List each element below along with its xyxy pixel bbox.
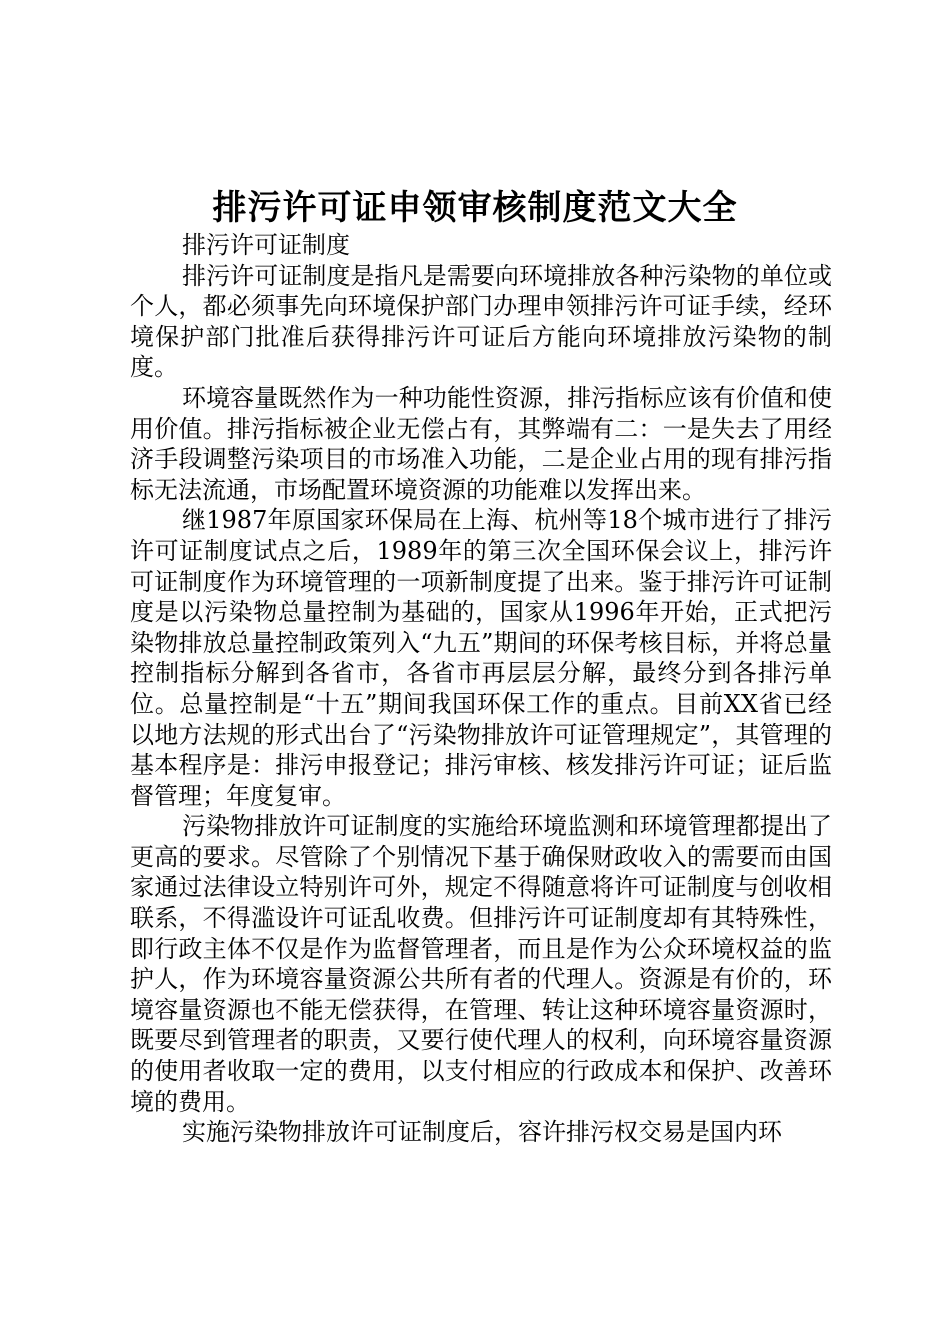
- paragraph: 实施污染物排放许可证制度后，容许排污权交易是国内环: [182, 1118, 782, 1147]
- paragraph: 继1987年原国家环保局在上海、杭州等18个城市进行了排污许可证制度试点之后，1989年的第三次全国环保会议上，排污许可证制度作为环境管理的一项新制度提了出来。鉴于排污许可证制度是以污染物总量控制为基础的，国家从1996年开始，正式把污染物排放总量控制政策列入“九五”期间的环保考核目标，并将总量控制指标分解到各省市，各省市再层层分解，最终分到各排污单位。总量控制是“十五”期间我国环保工作的重点。目前XX省已经以地方法规的形式出台了“污染物排放许可证管理规定”，其管理的基本程序是：排污申报登记；排污审核、核发排污许可证；证后监督管理；年度复审。: [130, 506, 832, 810]
- document-body: [130, 230, 832, 1148]
- document-title: 排污许可证申领审核制度范文大全: [212, 188, 738, 228]
- paragraph: 排污许可证制度是指凡是需要向环境排放各种污染物的单位或个人，都必须事先向环境保护部门办理申领排污许可证手续，经环境保护部门批准后获得排污许可证后方能向环境排放污染物的制度。: [130, 261, 832, 382]
- paragraph: 污染物排放许可证制度的实施给环境监测和环境管理都提出了更高的要求。尽管除了个别情况下基于确保财政收入的需要而由国家通过法律设立特别许可外，规定不得随意将许可证制度与创收相联系，不得滥设许可证乱收费。但排污许可证制度却有其特殊性，即行政主体不仅是作为监督管理者，而且是作为公众环境权益的监护人，作为环境容量资源公共所有者的代理人。资源是有价的，环境容量资源也不能无偿获得，在管理、转让这种环境容量资源时，既要尽到管理者的职责，又要行使代理人的权利，向环境容量资源的使用者收取一定的费用，以支付相应的行政成本和保护、改善环境的费用。: [130, 812, 832, 1116]
- paragraph: 环境容量既然作为一种功能性资源，排污指标应该有价值和使用价值。排污指标被企业无偿占有，其弊端有二：一是失去了用经济手段调整污染项目的市场准入功能，二是企业占用的现有排污指标无法流通，市场配置环境资源的功能难以发挥出来。: [130, 383, 832, 504]
- section-heading: 排污许可证制度: [182, 231, 350, 259]
